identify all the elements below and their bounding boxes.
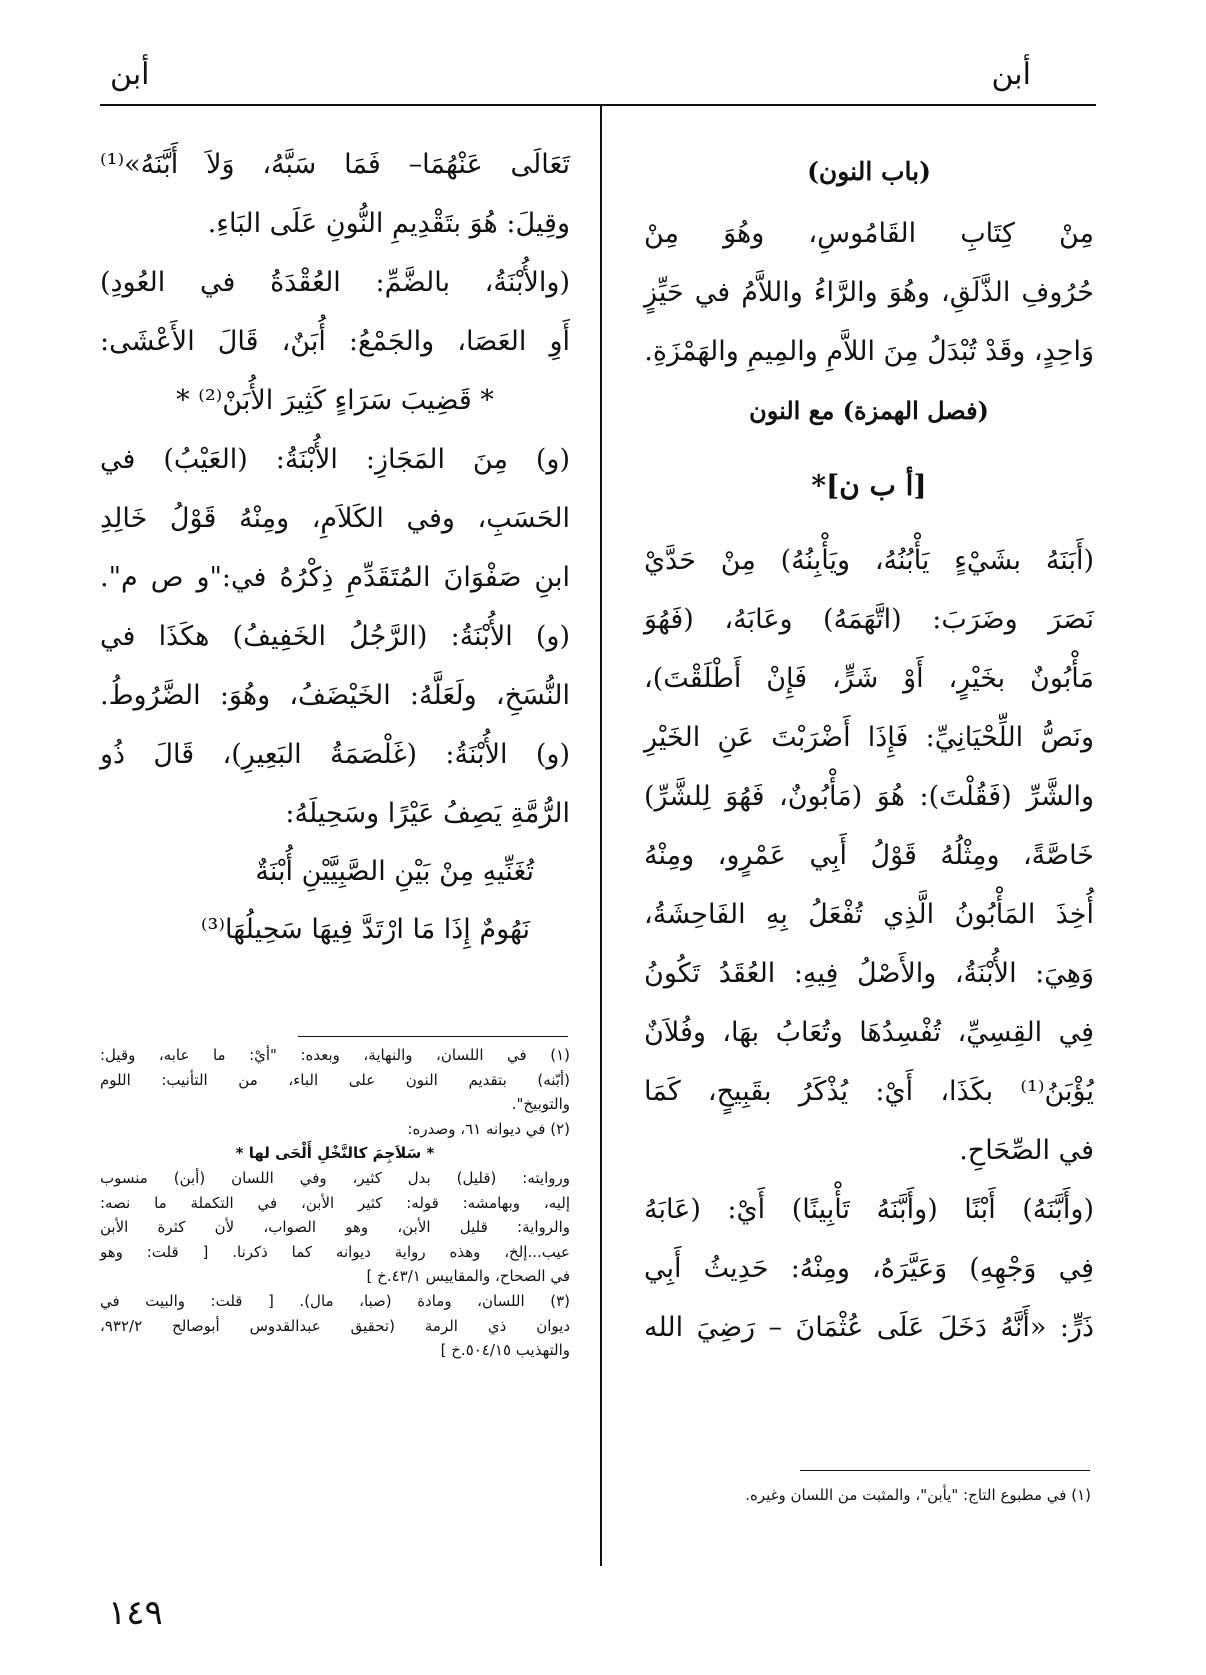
section-title: (باب النون) [807, 157, 931, 186]
body-line: (والأُبْنَةُ، بالضَّمِّ: العُقْدَةُ في العُودِ) [100, 267, 570, 298]
body-line: (و) الأُبْنَةُ: (غَلْصَمَةُ البَعِيرِ)، قَالَ ذُو [100, 739, 570, 770]
footnote-line: والتهذيب ٥٠٤/١٥.خ ] [440, 1341, 570, 1360]
footnote-line: والرواية: قليل الأبن، وهو الصواب، لأن كثرة الأبن [100, 1218, 570, 1237]
body-line: وَهِيَ: الأُبْنَةُ، والأَصْلُ فِيهِ: العُقَدُ تَكُونُ [644, 958, 1094, 989]
body-line: نَصَرَ وضَرَبَ: (اتَّهَمَهُ) وعَابَهُ، (فَهُوَ [644, 604, 1094, 635]
footnote-line: (أبّنه) بتقديم النون على الباء، من التأنيب: اللوم [100, 1070, 570, 1089]
body-line: النُّسَخِ، ولَعَلَّهُ: الخَيْضَفُ، وهُوَ: الضَّرُوطُ. [100, 680, 570, 711]
footnote-line: في الصحاح، والمقاييس ٤٣/١.خ ] [366, 1267, 570, 1286]
body-line: خَاصَّةً، ومِثْلُهُ قَوْلُ أَبِي عَمْرٍو، ومِنْهُ [644, 840, 1094, 871]
body-line: ابنِ صَفْوَانَ المُتَقَدِّمِ ذِكْرُهُ في:"و ص م". [100, 562, 570, 593]
body-line: ونَصُّ اللِّحْيَانِيِّ: فَإِذَا أَضْرَبْتَ عَنِ الخَيْرِ [644, 722, 1094, 753]
verse-line: تُغَنِّيهِ مِنْ بَيْنِ الصَّبِيَّيْنِ أُبْنَةٌ [255, 856, 534, 887]
body-line: الرُّمَّةِ يَصِفُ عَيْرًا وسَحِيلَهُ: [285, 798, 570, 829]
header-rule [100, 104, 1096, 106]
footnote-line: عيب...إلخ، وهذه رواية ديوانه كما ذكرنا. [ قلت: وهو [100, 1242, 570, 1261]
body-line: (و) الأُبْنَةُ: (الرَّجُلُ الخَفِيفُ) هكَذَا في [100, 621, 570, 652]
footnote-line: (٣) اللسان، ومادة (صبا، مال). [ قلت: والبيت في [100, 1291, 570, 1310]
footnote-rule-right [800, 1470, 1090, 1471]
intro-line: وَاحِدٍ، وقَدْ تُبْدَلُ مِنَ اللاَّمِ والمِيمِ والهَمْزَةِ. [644, 336, 1094, 367]
body-line: تَعَالَى عَنْهُمَا– فَمَا سَبَّهُ، وَلاَ أَبَّنَهُ»⁽¹⁾ [100, 149, 570, 180]
body-line: وقِيلَ: هُوَ بتَقْدِيمِ النُّونِ عَلَى البَاءِ. [207, 208, 570, 239]
verse-line: نَهُومٌ إِذَا مَا ارْتَدَّ فِيهَا سَحِيلُهَا⁽³⁾ [200, 914, 530, 945]
footnote-line: إليه، وبهامشه: قوله: كثير الأبن، في التكملة ما نصه: [100, 1193, 570, 1212]
fasl-heading: (فصل الهمزة) مع النون [749, 396, 989, 425]
header-keyword-left: أبن [110, 57, 150, 92]
footnote-verse: * سَلاَجِمَ كالنَّخْلِ أَلْحَى لها * [235, 1144, 435, 1163]
intro-line: مِنْ كِتَابِ القَامُوسِ، وهُوَ مِنْ [644, 218, 1094, 249]
body-line: يُؤْبَنُ⁽¹⁾ بكَذَا، أَيْ: يُذْكَرُ بقَبِيحٍ، كَمَا [644, 1076, 1094, 1107]
body-line: أَوِ العَصَا، والجَمْعُ: أُبَنٌ، قَالَ الأَعْشَى: [100, 326, 570, 357]
footnote-line: والتوبيخ". [511, 1095, 570, 1114]
column-divider [600, 106, 602, 1566]
footnote-line: (٢) في ديوانه ٦١، وصدره: [407, 1119, 570, 1138]
body-line: (أَبَنَهُ بشَيْءٍ يَأْبُنُهُ، ويَأْبِنُهُ) مِنْ حَدَّيْ [644, 545, 1094, 576]
body-line: في الصِّحَاحِ. [959, 1135, 1094, 1166]
poem-hemistich: * قَضِيبَ سَرَاءٍ كَثِيرَ الأُبَنْ⁽²⁾ * [176, 385, 494, 416]
footnotes-right [631, 1483, 1091, 1508]
left-column [100, 135, 570, 959]
body-line: مَأْبُونٌ بخَيْرٍ، أَوْ شَرٍّ، فَإِنْ أَطْلَقْتَ)، [644, 663, 1094, 694]
right-column [644, 140, 1094, 1357]
body-line: والشَّرِّ (فَقُلْتَ): هُوَ (مَأْبُونٌ، فَهُوَ لِلشَّرِّ) [644, 781, 1094, 812]
body-line: أُخِذَ المَأْبُونُ الَّذِي تُفْعَلُ بِهِ الفَاحِشَةُ، [644, 899, 1094, 930]
body-line: الحَسَبِ، وفي الكَلاَمِ، ومِنْهُ قَوْلُ خَالِدِ [100, 503, 570, 534]
entry-heading: [أ ب ن]* [811, 469, 927, 502]
body-line: فِي القِسِيِّ، تُفْسِدُهَا وتُعَابُ بهَا، وفُلاَنٌ [644, 1017, 1094, 1048]
footnote-line: (١) في مطبوع التاج: "يأبن"، والمثبت من اللسان وغيره. [745, 1486, 1091, 1504]
body-line: ذَرٍّ: «أَنَّهُ دَخَلَ عَلَى عُثْمَانَ – رَضِيَ الله [644, 1312, 1094, 1343]
footnote-line: ديوان ذي الرمة (تحقيق عبدالقدوس أبوصالح ٩٣٢/٢، [100, 1316, 570, 1335]
intro-line: حُرُوفِ الذَّلَقِ، وهُوَ والرَّاءُ واللاَّمُ في حَيِّزٍ [644, 277, 1094, 308]
body-line: (وأَبَّنَهُ) أَبْنًا (وأَبَّنَهُ تَأْبِينًا) أَيْ: (عَابَهُ [644, 1194, 1094, 1225]
footnote-line: (١) في اللسان، والنهاية، وبعده: "أيْ: ما عابه، وقيل: [100, 1046, 570, 1064]
body-line: (و) مِنَ المَجَازِ: الأُبْنَةُ: (العَيْبُ) في [100, 444, 570, 475]
footnote-line: وروايته: (قليل) بدل كثير، وفي اللسان (أبن) منسوب [100, 1168, 570, 1187]
footnotes-left [100, 1043, 570, 1363]
body-line: فِي وَجْهِهِ) وَعَيَّرَهُ، ومِنْهُ: حَدِيثُ أَبِي [644, 1253, 1094, 1284]
footnote-rule-left [298, 1036, 568, 1037]
header-keyword-right: أبن [991, 57, 1031, 92]
page-number: ١٤٩ [108, 1593, 163, 1633]
